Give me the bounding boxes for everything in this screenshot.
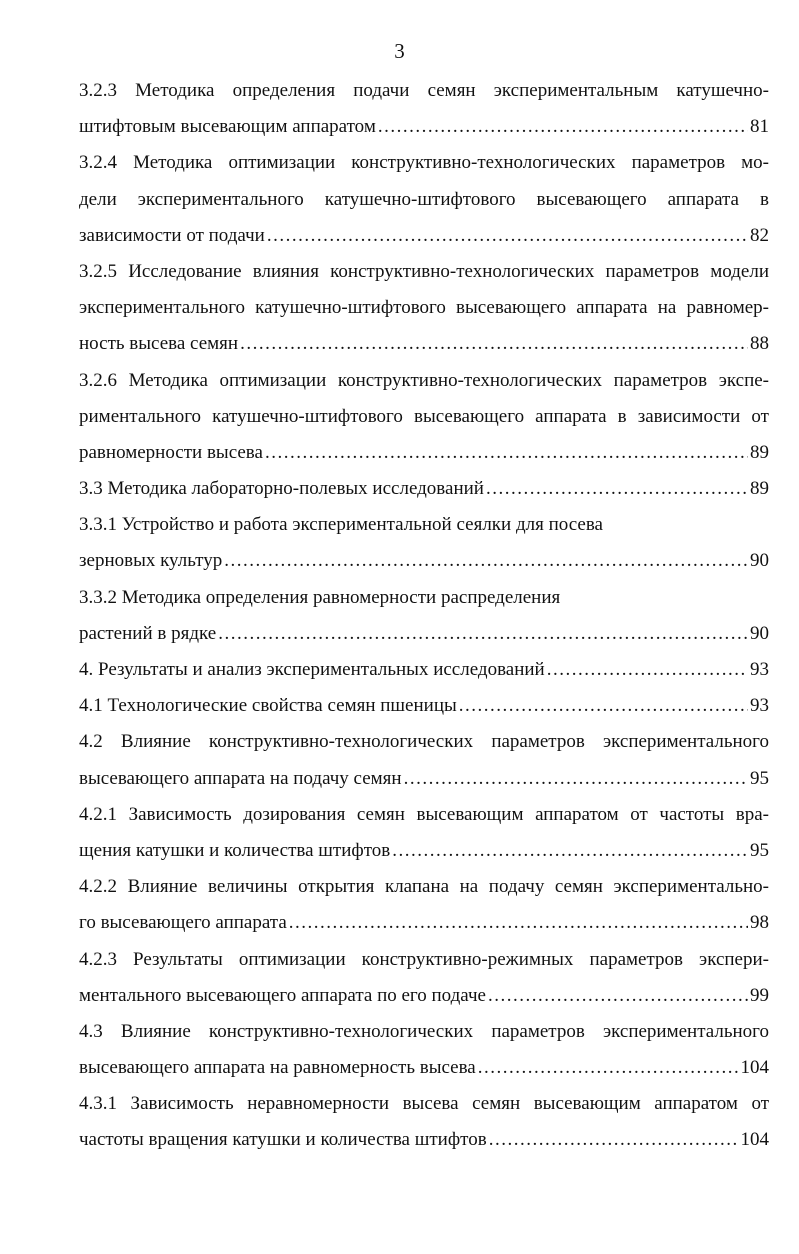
toc-entry-last-line — [79, 688, 769, 724]
toc-entry[interactable] — [79, 145, 769, 254]
toc-page-number: 82 — [750, 224, 769, 246]
toc-entry-text: дели экспериментального катушечно-штифтового высевающего аппарата в — [79, 188, 769, 210]
toc-entry-text: частоты вращения катушки и количества штифтов — [79, 1129, 487, 1151]
toc-page-number: 98 — [750, 912, 769, 934]
toc-entry-text: растений в рядке — [79, 622, 217, 644]
toc-entry-last-line — [79, 833, 769, 869]
toc-entry-last-line — [79, 218, 769, 254]
toc-entry-text: щения катушки и количества штифтов — [79, 839, 391, 861]
page-number: 3 — [394, 39, 405, 63]
toc-entry-text: равномерности высева — [79, 441, 263, 463]
toc-entry-last-line — [79, 1050, 769, 1086]
toc-entry[interactable] — [79, 507, 769, 579]
toc-entry-text: 3.3.1 Устройство и работа экспериментальной сеялки для посева — [79, 514, 603, 536]
toc-entry[interactable] — [79, 942, 769, 1014]
dot-leader — [224, 543, 748, 579]
dot-leader — [218, 616, 748, 652]
dot-leader — [240, 326, 748, 362]
toc-entry-text: 3.3 Методика лабораторно-полевых исследований — [79, 478, 484, 500]
toc-page-number: 89 — [750, 478, 769, 500]
toc-entry-text: экспериментального катушечно-штифтового высевающего аппарата на равномер- — [79, 297, 769, 319]
toc-entry-last-line — [79, 616, 769, 652]
toc-entry-text: высевающего аппарата на равномерность высева — [79, 1057, 476, 1079]
toc-entry[interactable] — [79, 797, 769, 869]
toc-entry-last-line — [79, 905, 769, 941]
toc-entry-text: 4.2 Влияние конструктивно-технологических параметров экспериментального — [79, 731, 769, 753]
toc-entry-last-line — [79, 435, 769, 471]
dot-leader — [489, 1122, 739, 1158]
toc-entry-text: 4.2.1 Зависимость дозирования семян высевающим аппаратом от частоты вра- — [79, 803, 769, 825]
toc-entry-last-line — [79, 109, 769, 145]
dot-leader — [289, 905, 748, 941]
toc-entry-text: 3.3.2 Методика определения равномерности распределения — [79, 586, 561, 608]
toc-entry-text: 4.3.1 Зависимость неравномерности высева семян высевающим аппаратом от — [79, 1093, 769, 1115]
toc-entry[interactable] — [79, 363, 769, 472]
toc-entry[interactable] — [79, 73, 769, 145]
toc-entry[interactable] — [79, 580, 769, 652]
toc-entry[interactable] — [79, 254, 769, 363]
toc-page-number: 104 — [740, 1057, 769, 1079]
toc-page-number: 104 — [740, 1129, 769, 1151]
dot-leader — [404, 761, 748, 797]
toc-entry[interactable] — [79, 688, 769, 724]
toc-entry-last-line — [79, 652, 769, 688]
toc-entry-text: 4.2.3 Результаты оптимизации конструктивно-режимных параметров экспери- — [79, 948, 769, 970]
toc-page-number: 81 — [750, 116, 769, 138]
toc-entry-text: го высевающего аппарата — [79, 912, 287, 934]
toc-entry-last-line — [79, 326, 769, 362]
toc-entry[interactable] — [79, 1014, 769, 1086]
toc-entry[interactable] — [79, 652, 769, 688]
toc-entry-last-line — [79, 1122, 769, 1158]
dot-leader — [392, 833, 748, 869]
toc-entry-last-line — [79, 471, 769, 507]
dot-leader — [488, 978, 748, 1014]
toc-page-number: 95 — [750, 767, 769, 789]
toc-page-number: 88 — [750, 333, 769, 355]
toc-entry-text: 4.1 Технологические свойства семян пшеницы — [79, 695, 457, 717]
dot-leader — [478, 1050, 739, 1086]
toc-page-number: 90 — [750, 550, 769, 572]
toc-entry-text: 4.3 Влияние конструктивно-технологических параметров экспериментального — [79, 1020, 769, 1042]
toc-entry[interactable] — [79, 724, 769, 796]
dot-leader — [486, 471, 748, 507]
toc-entry[interactable] — [79, 1086, 769, 1158]
table-of-contents — [79, 73, 769, 1159]
toc-entry-text: ность высева семян — [79, 333, 239, 355]
toc-entry-last-line — [79, 978, 769, 1014]
toc-entry-text: ментального высевающего аппарата по его подаче — [79, 984, 486, 1006]
toc-page-number: 89 — [750, 441, 769, 463]
toc-page-number: 99 — [750, 984, 769, 1006]
toc-entry-text: 3.2.3 Методика определения подачи семян экспериментальным катушечно- — [79, 80, 769, 101]
dot-leader — [547, 652, 748, 688]
dot-leader — [459, 688, 748, 724]
dot-leader — [378, 109, 748, 145]
toc-entry-text: штифтовым высевающим аппаратом — [79, 116, 376, 138]
dot-leader — [265, 435, 748, 471]
toc-page-number: 93 — [750, 695, 769, 717]
toc-entry-last-line — [79, 543, 769, 579]
toc-entry[interactable] — [79, 869, 769, 941]
dot-leader — [267, 218, 748, 254]
toc-page-number: 95 — [750, 839, 769, 861]
toc-page-number: 90 — [750, 622, 769, 644]
toc-entry-last-line — [79, 761, 769, 797]
toc-entry-text: высевающего аппарата на подачу семян — [79, 767, 402, 789]
toc-page-number: 93 — [750, 659, 769, 680]
toc-entry-text: 3.2.5 Исследование влияния конструктивно-технологических параметров модели — [79, 260, 769, 282]
toc-entry-text: зерновых культур — [79, 550, 223, 572]
toc-entry-text: 3.2.4 Методика оптимизации конструктивно-технологических параметров мо- — [79, 152, 769, 174]
toc-entry-text: 4. Результаты и анализ экспериментальных исследований — [79, 659, 545, 680]
toc-entry[interactable] — [79, 471, 769, 507]
toc-entry-text: 4.2.2 Влияние величины открытия клапана на подачу семян экспериментально- — [79, 876, 769, 898]
toc-entry-text: зависимости от подачи — [79, 224, 265, 246]
toc-entry-text: риментального катушечно-штифтового высевающего аппарата в зависимости от — [79, 405, 769, 427]
toc-entry-text: 3.2.6 Методика оптимизации конструктивно-технологических параметров экспе- — [79, 369, 769, 391]
